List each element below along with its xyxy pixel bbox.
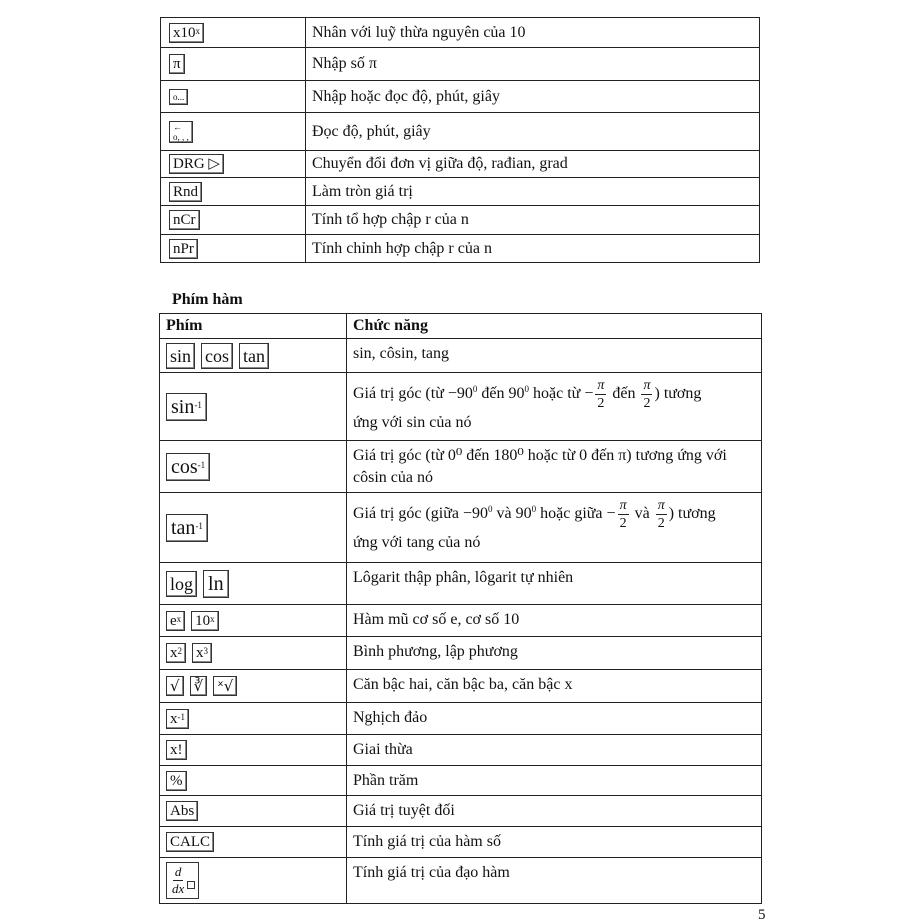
exp-key: $e^x$	[166, 611, 185, 631]
table-row: sin cos tan sin, côsin, tang	[160, 339, 762, 373]
degree-key: o...	[169, 89, 188, 105]
page-number: 5	[758, 907, 766, 923]
arccos-key: $\cos^{-1}$	[166, 453, 210, 481]
read-degree-key: ← o, , ,	[169, 121, 193, 143]
table-row: $e^x$ 10$^x$ Hàm mũ cơ số e, cơ số 10	[160, 605, 762, 637]
x10-key: x10$^x$	[169, 23, 204, 43]
reciprocal-key: $x^{-1}$	[166, 709, 189, 729]
table-row: $\tan^{-1}$ Giá trị góc (giữa $-90^0$ và $90^0$ hoặc giữa − $\frac{\pi}{2}$ và $\frac{\pi}{2}$ ) tương ứng với tang của nó	[160, 493, 762, 563]
table-row: $\sin^{-1}$ Giá trị góc (từ $-90^0$ đến $90^0$ hoặc từ − $\frac{\pi}{2}$ đến $\frac{\pi}{2}$ ) tương ứng với sin của nó	[160, 373, 762, 441]
ln-key: ln	[203, 570, 229, 598]
key-cell	[161, 18, 306, 48]
table-row: Rnd Làm tròn giá trị	[161, 178, 760, 206]
desc-cell: Nhân với luỹ thừa nguyên của 10	[306, 18, 760, 48]
table-row: x! Giai thừa	[160, 735, 762, 766]
section-title: Phím hàm	[172, 291, 243, 308]
cube-key: $x^3$	[192, 643, 212, 663]
derivative-key: $\frac{d}{dx}$	[166, 862, 199, 899]
table-header	[160, 314, 762, 339]
cbrt-key: ∛	[190, 676, 208, 696]
table-row: ← o, , , Đọc độ, phút, giây	[161, 113, 760, 151]
col-header-function: Chức năng	[347, 314, 762, 339]
npr-key: nPr	[169, 239, 198, 259]
table-row	[161, 18, 760, 48]
sqrt-key: √	[166, 676, 184, 696]
arctan-key: $\tan^{-1}$	[166, 514, 208, 542]
pi-key: π	[169, 54, 185, 74]
tan-key: tan	[239, 343, 269, 369]
square-key: $x^2$	[166, 643, 186, 663]
table-row: DRG ▷ Chuyển đổi đơn vị giữa độ, rađian, grad	[161, 151, 760, 178]
ten-power-key: 10$^x$	[191, 611, 219, 631]
calc-key: CALC	[166, 832, 214, 852]
col-header-key: Phím	[160, 314, 347, 339]
placeholder-box-icon	[187, 881, 195, 889]
table-row: CALC Tính giá trị của hàm số	[160, 826, 762, 857]
log-key: log	[166, 571, 197, 597]
cos-key: cos	[201, 343, 233, 369]
ncr-key: nCr	[169, 210, 200, 230]
drg-key: DRG ▷	[169, 154, 224, 174]
table-row: $\frac{d}{dx}$ Tính giá trị của đạo hàm	[160, 857, 762, 903]
table-row: % Phần trăm	[160, 765, 762, 796]
abs-key: Abs	[166, 801, 198, 821]
rnd-key: Rnd	[169, 182, 202, 202]
table-row: $x^{-1}$ Nghịch đảo	[160, 703, 762, 735]
table-row: nPr Tính chỉnh hợp chập r của n	[161, 235, 760, 263]
percent-key: %	[166, 771, 187, 791]
xroot-key: ˣ√	[213, 676, 237, 696]
table-row: $\cos^{-1}$ Giá trị góc (từ 0⁰ đến 180⁰ hoặc từ 0 đến π) tương ứng với côsin của nó	[160, 441, 762, 493]
table-row: π Nhập số π	[161, 48, 760, 81]
key-table-1	[160, 17, 760, 263]
function-key-table	[159, 313, 762, 904]
table-row: o... Nhập hoặc đọc độ, phút, giây	[161, 81, 760, 113]
table-row: log ln Lôgarit thập phân, lôgarit tự nhiên	[160, 563, 762, 605]
arcsin-key: $\sin^{-1}$	[166, 393, 207, 421]
table-row: $x^2$ $x^3$ Bình phương, lập phương	[160, 637, 762, 670]
table-row: Abs Giá trị tuyệt đối	[160, 796, 762, 827]
table-row: √ ∛ ˣ√ Căn bậc hai, căn bậc ba, căn bậc x	[160, 670, 762, 703]
table-row: nCr Tính tổ hợp chập r của n	[161, 206, 760, 235]
sin-key: sin	[166, 343, 195, 369]
factorial-key: x!	[166, 740, 187, 760]
